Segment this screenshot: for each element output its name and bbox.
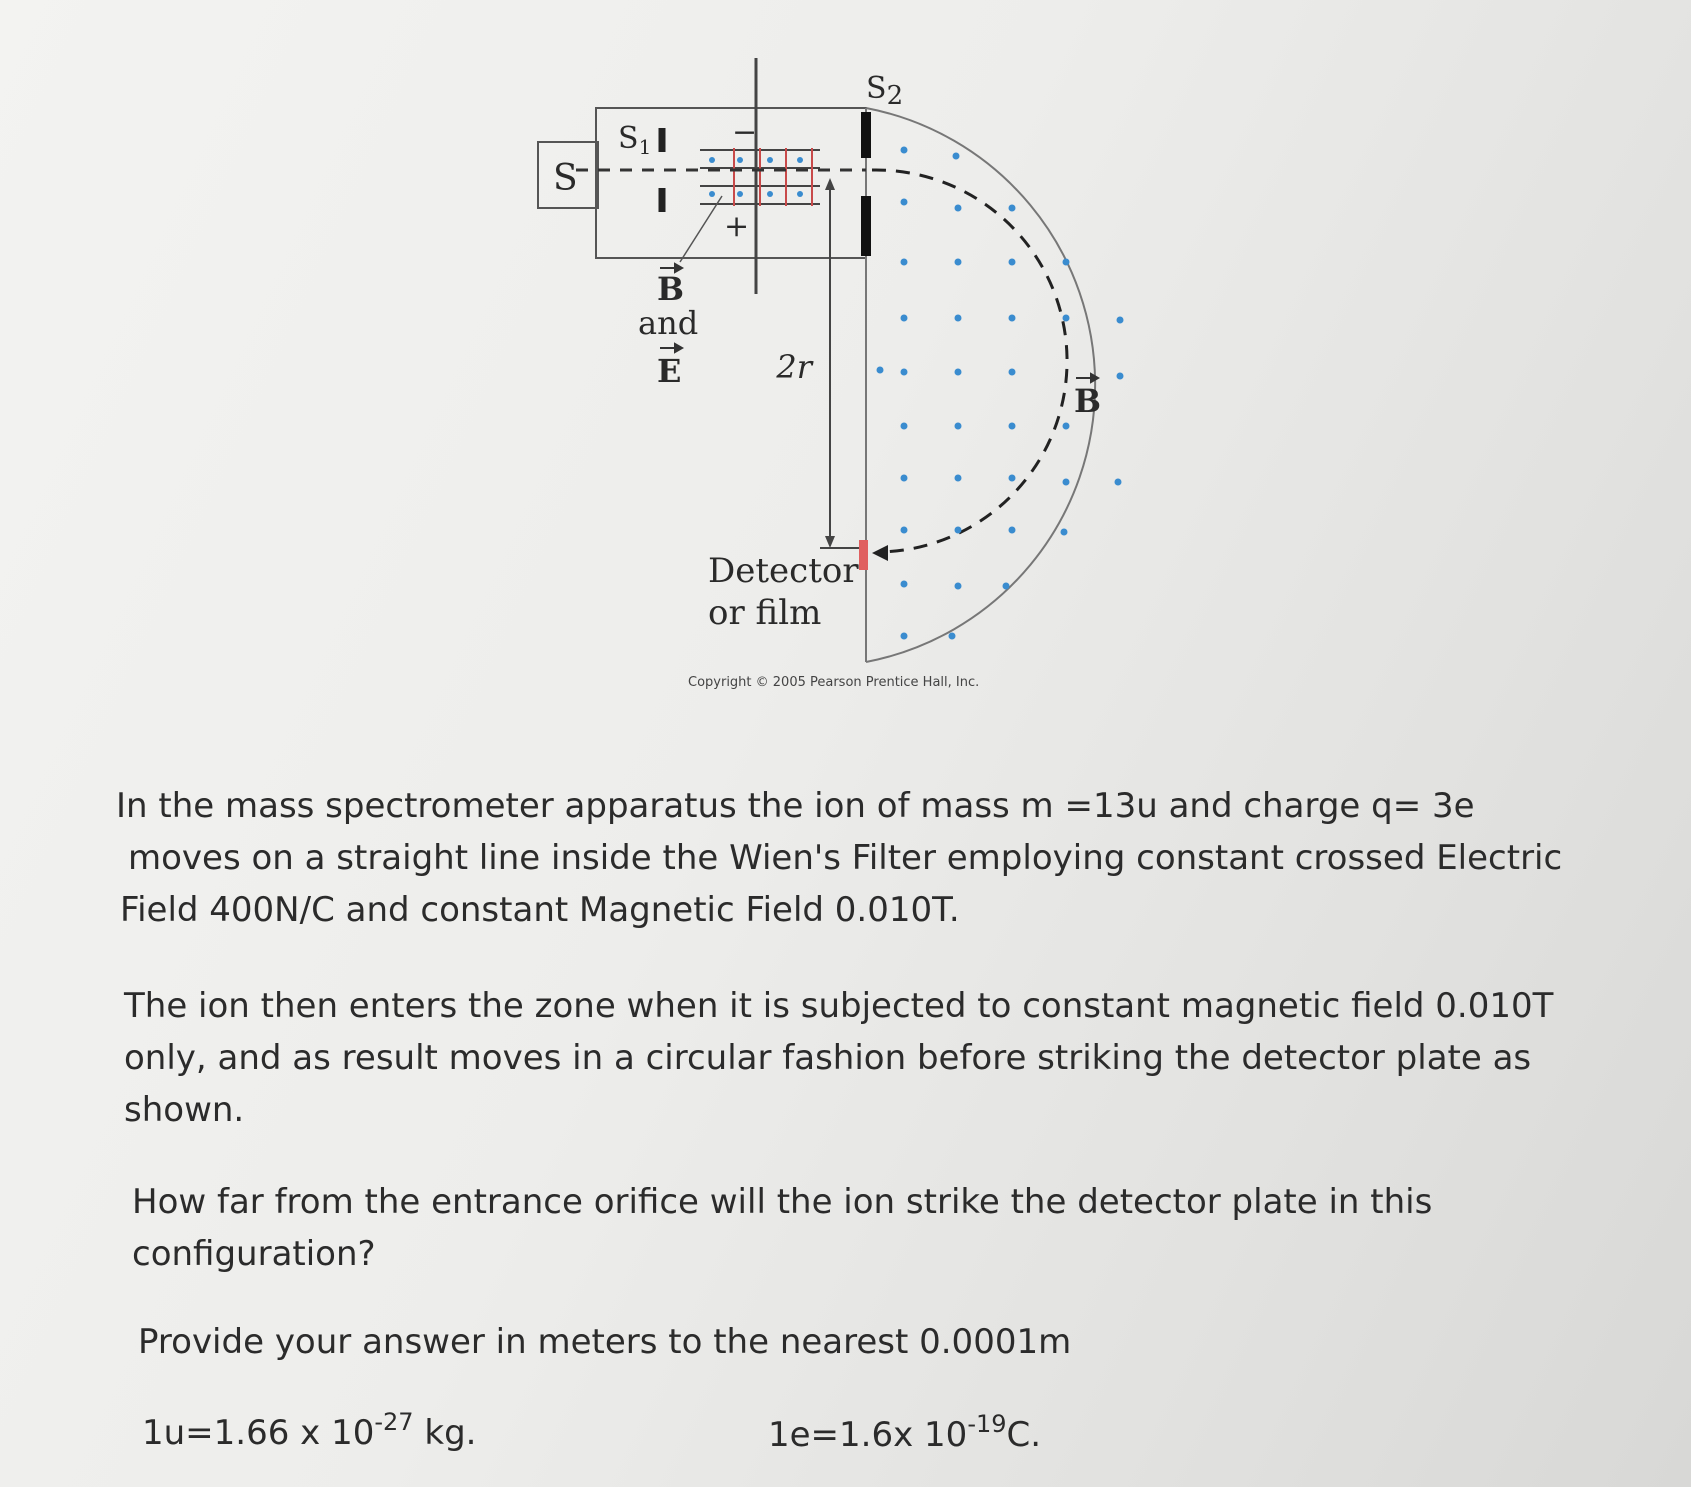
text-line: shown.: [124, 1090, 245, 1130]
label-source: S: [553, 158, 578, 199]
magnetic-region-boundary: [866, 108, 1095, 662]
two-r-arrow-head-top: [825, 178, 835, 190]
constant-unit: kg.: [413, 1413, 477, 1453]
constant-exponent: -19: [967, 1410, 1007, 1438]
constant-exponent: -27: [374, 1408, 414, 1436]
label-plus: +: [724, 209, 750, 244]
mass-spectrometer-figure: [0, 0, 1691, 720]
two-r-arrow-head-bottom: [825, 536, 835, 548]
label-slit1: $S_1$: [618, 121, 652, 159]
text-line: In the mass spectrometer apparatus the ion of mass m =13u and charge q= 3e: [116, 786, 1475, 826]
text-line: The ion then enters the zone when it is subjected to constant magnetic field 0.010T: [124, 986, 1554, 1026]
label-two-r: 2r: [776, 348, 812, 386]
b-e-pointer: [680, 196, 722, 262]
answer-instruction: [138, 1316, 1071, 1368]
ion-path-circular: [872, 170, 1067, 552]
text-line: Field 400N/C and constant Magnetic Field 0.010T.: [120, 890, 960, 930]
question-paragraph-1: [116, 780, 1562, 936]
wien-filter: [700, 148, 820, 206]
copyright-notice: Copyright © 2005 Pearson Prentice Hall, Inc.: [688, 675, 980, 690]
label-slit2: S2: [866, 71, 904, 111]
label-detector: Detector: [708, 551, 859, 591]
constant-text: 1u=1.66 x 10: [142, 1413, 375, 1453]
label-e-field: E: [657, 352, 682, 390]
text-line: moves on a straight line inside the Wien's Filter employing constant crossed Electric: [128, 838, 1563, 878]
question-paragraph-2: [124, 980, 1553, 1136]
constant-text: 1e=1.6x 10: [768, 1415, 968, 1455]
text-line: Provide your answer in meters to the nearest 0.0001m: [138, 1322, 1072, 1362]
label-b-and: B: [657, 270, 685, 308]
detector-plate: [859, 540, 868, 570]
text-line: How far from the entrance orifice will the ion strike the detector plate in this: [132, 1182, 1433, 1222]
atomic-mass-unit-constant: [142, 1408, 476, 1453]
label-or-film: or film: [708, 593, 822, 633]
constant-unit: C.: [1006, 1415, 1042, 1455]
text-line: configuration?: [132, 1234, 376, 1274]
label-b-field: B: [1074, 382, 1102, 420]
label-minus: −: [732, 115, 758, 150]
vector-arrows: [660, 264, 1098, 382]
ion-arrow-head: [872, 545, 888, 561]
text-line: only, and as result moves in a circular fashion before striking the detector plate as: [124, 1038, 1532, 1078]
question-paragraph-3: [132, 1176, 1432, 1280]
label-and: and: [638, 304, 699, 342]
elementary-charge-constant: [768, 1410, 1041, 1455]
